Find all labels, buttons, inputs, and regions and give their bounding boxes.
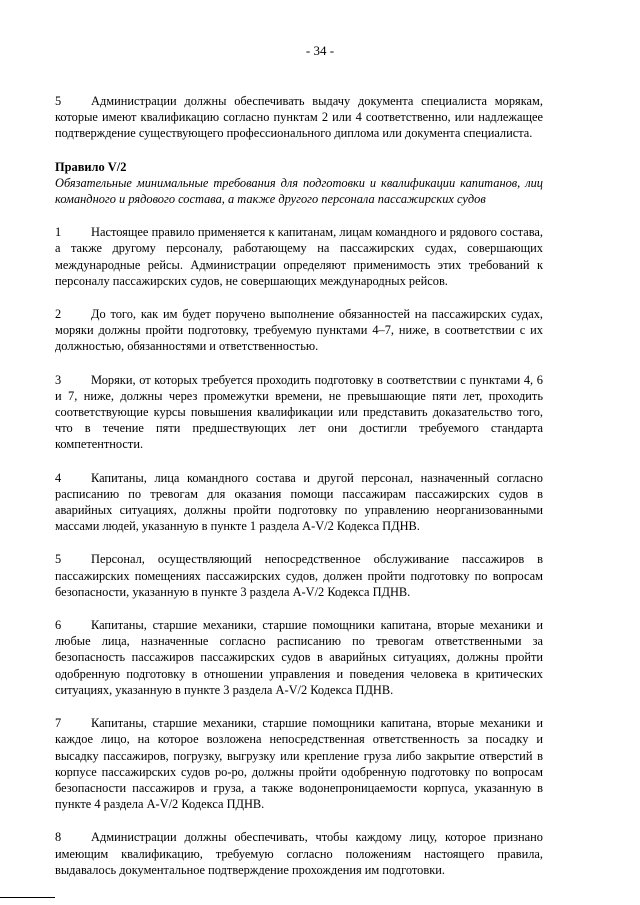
paragraph-number: 8	[55, 830, 62, 845]
paragraph-text: Капитаны, лица командного состава и другой персонал, назначенный согласно расписанию по тревогам для оказания помощи пассажирам пассажирских судов в аварийных ситуациях, должны пройти подготовку по управлению неорганизованными массами людей, указанную в пункте 1 раздела A-V/2 Кодекса ПДНВ.	[55, 470, 543, 534]
paragraph-number: 5	[55, 552, 62, 567]
paragraph-8	[55, 829, 543, 878]
footer-divider	[0, 897, 55, 898]
page-number: - 34 -	[305, 43, 335, 58]
paragraph-text: До того, как им будет поручено выполнение обязанностей на пассажирских судах, моряки должны пройти подготовку, требуемую пунктами 4–7, ниже, в соответствии с их должностью, обязанностями и ответственностью.	[55, 307, 543, 354]
paragraph-3	[55, 372, 543, 453]
paragraph-5-prev	[55, 93, 543, 142]
paragraph-1	[55, 224, 543, 289]
rule-subtitle: Обязательные минимальные требования для подготовки и квалификации капитанов, лиц командного и рядового состава, а также другого персонала пассажирских судов	[55, 175, 543, 207]
paragraph-7	[55, 715, 543, 812]
paragraph-text: Капитаны, старшие механики, старшие помощники капитана, вторые механики и любые лица, назначенные согласно расписанию по тревогам ответственными за безопасность пассажиров пассажирских судов в аварийных ситуациях, должны пройти одобренную подготовку в отношении управления и поведения человека в критических ситуациях, указанную в пункте 3 раздела A-V/2 Кодекса ПДНВ.	[55, 618, 543, 697]
paragraph-text: Администрации должны обеспечивать, чтобы каждому лицу, которое признано имеющим квалификацию, требуемую согласно положениям настоящего правила, выдавалось документальное подтверждение прохождения им подготовки.	[55, 830, 543, 877]
paragraph-number: 1	[55, 225, 62, 240]
rule-title: Правило V/2	[55, 159, 127, 174]
paragraph-number: 6	[55, 618, 62, 633]
paragraph-number: 5	[55, 94, 62, 108]
paragraph-number: 2	[55, 307, 62, 322]
paragraph-6	[55, 617, 543, 698]
paragraph-text: Персонал, осуществляющий непосредственное обслуживание пассажиров в пассажирских помещениях пассажирских судов, должен пройти подготовку по вопросам безопасности, указанную в пункте 3 раздела A-V/2 Кодекса ПДНВ.	[55, 552, 543, 599]
paragraph-text: Капитаны, старшие механики, старшие помощники капитана, вторые механики и каждое лицо, на которое возложена непосредственная ответственность за посадку и высадку пассажиров, погрузку, выгрузку или крепление груза либо закрытие отверстий в корпусе пассажирских судов ро-ро, должны пройти одобренную подготовку по вопросам безопасности пассажиров и груза, а также водонепроницаемости корпуса, указанную в пункте 4 раздела A-V/2 Кодекса ПДНВ.	[55, 716, 543, 812]
paragraph-number: 7	[55, 716, 62, 731]
paragraph-text: Настоящее правило применяется к капитанам, лицам командного и рядового состава, а также другому персоналу, работающему на пассажирских судах, совершающих международные рейсы. Администрации определяют применимость этих требований к персоналу пассажирских судов, не совершающих международных рейсов.	[55, 225, 543, 288]
paragraph-text: Моряки, от которых требуется проходить подготовку в соответствии с пунктами 4, 6 и 7, ниже, должны через промежутки времени, не превышающие пяти лет, проходить соответствующие курсы повышения квалификации или представить доказательство того, что в течение пяти предшествующих лет они достигли требуемого стандарта компетентности.	[55, 372, 543, 452]
paragraph-number: 4	[55, 470, 62, 485]
paragraph-number: 3	[55, 372, 62, 387]
paragraph-4	[55, 470, 543, 535]
paragraph-2	[55, 306, 543, 355]
paragraph-5	[55, 551, 543, 600]
paragraph-text: Администрации должны обеспечивать выдачу документа специалиста морякам, которые имеют квалификацию согласно пунктам 2 или 4 соответственно, или надлежащее подтверждение существующего профессионального диплома или документа специалиста.	[55, 94, 543, 141]
document-body	[55, 93, 543, 895]
